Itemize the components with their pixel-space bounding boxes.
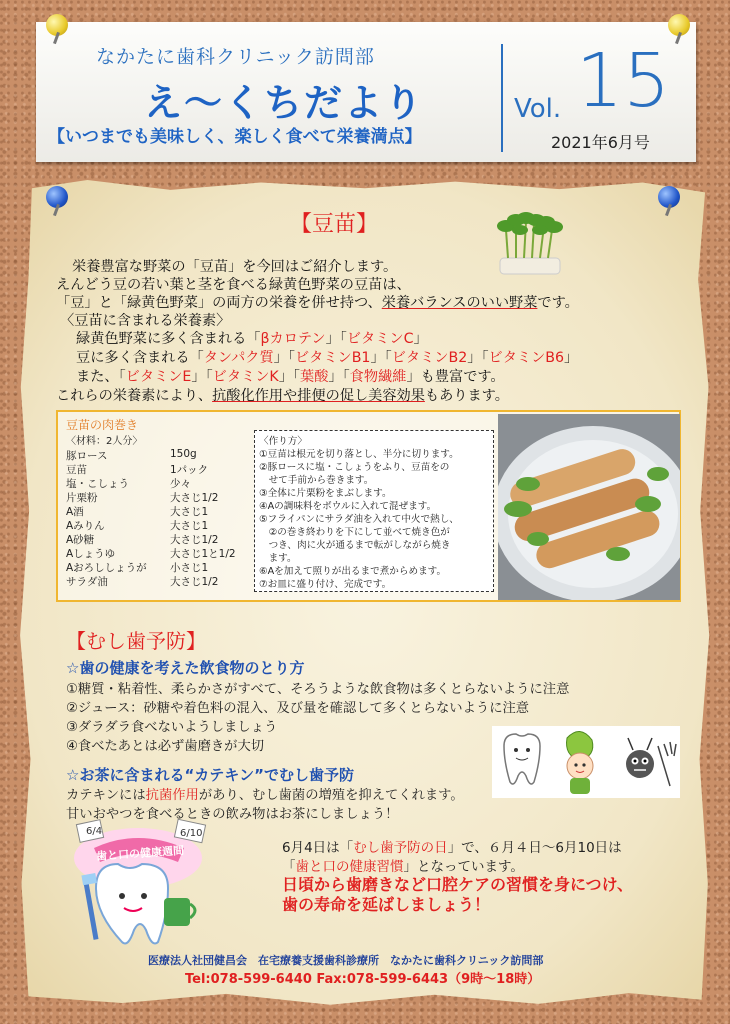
food-tip-item: ④食べたあとは必ず歯磨きが大切 bbox=[66, 739, 265, 754]
ingredient-qty: 大さじ1と1/2 bbox=[170, 548, 236, 560]
ingredient-name: A砂糖 bbox=[66, 534, 95, 546]
health-week-banner: 歯と口の健康週間 bbox=[95, 843, 185, 864]
ingredient-qty: 小さじ1 bbox=[170, 562, 209, 574]
food-tip-item: ②ジュース：砂糖や着色料の混入、及び量を確認して多くとらないように注意 bbox=[66, 701, 530, 716]
footer-organization: 医療法人社団健昌会 在宅療養支援歯科診療所 なかたに歯科クリニック訪問部 bbox=[148, 954, 544, 967]
badge-date-right: 6/10 bbox=[180, 828, 203, 839]
pea-sprout-icon bbox=[490, 208, 570, 276]
event-line-1: 6月4日は「むし歯予防の日」で、６月４日～6月10日は bbox=[282, 840, 622, 856]
recipe-steps-box bbox=[254, 430, 494, 592]
volume-label: Vol. bbox=[514, 94, 562, 124]
recipe-step: ⑦お皿に盛り付け、完成です。 bbox=[259, 579, 392, 590]
ingredient-qty: 大さじ1 bbox=[170, 506, 209, 518]
nutrient-line-3: また、「ビタミンE」「ビタミンK」「葉酸」「食物繊維」も豊富です。 bbox=[76, 369, 505, 385]
food-tip-item: ③ダラダラ食べないようしましょう bbox=[66, 720, 278, 735]
clinic-name: なかたに歯科クリニック訪問部 bbox=[96, 46, 375, 68]
recipe-step: ます。 bbox=[259, 553, 297, 564]
nutrient-heading: 〈豆苗に含まれる栄養素〉 bbox=[60, 313, 231, 329]
recipe-step: ④Aの調味料をボウルに入れて混ぜます。 bbox=[259, 501, 437, 512]
blue-pin-icon bbox=[46, 186, 68, 208]
food-tips-heading: ☆歯の健康を考えた飲食物のとり方 bbox=[66, 659, 305, 677]
ingredient-name: サラダ油 bbox=[66, 576, 108, 588]
yellow-pin-icon bbox=[668, 14, 690, 36]
catechin-line-2: 甘いおやつを食べるときの飲み物はお茶にしましょう！ bbox=[66, 807, 399, 822]
ingredient-name: A酒 bbox=[66, 506, 84, 518]
recipe-step: つき、肉に火が通るまで転がしながら焼き bbox=[259, 540, 451, 551]
header-card bbox=[36, 22, 696, 162]
volume-number: 15 bbox=[576, 38, 671, 124]
ingredient-name: 豚ロース bbox=[66, 450, 108, 462]
ingredient-qty: 大さじ1/2 bbox=[170, 576, 219, 588]
recipe-step: ⑤フライパンにサラダ油を入れて中火で熱し、 bbox=[259, 514, 459, 525]
food-tip-item: ①糖質・粘着性、柔らかさがすべて、そろうような飲食物は多くとらないように注意 bbox=[66, 682, 570, 697]
mame-intro: 栄養豊富な野菜の「豆苗」を今回はご紹介します。 bbox=[72, 259, 398, 275]
ingredient-name: Aしょうゆ bbox=[66, 548, 116, 560]
recipe-box bbox=[56, 410, 681, 602]
catechin-line-1: カテキンには抗菌作用があり、むし歯菌の増殖を抑えてくれます。 bbox=[66, 788, 464, 803]
mushi-section-title: 【むし歯予防】 bbox=[66, 629, 206, 653]
ingredient-name: 豆苗 bbox=[66, 464, 87, 476]
ingredient-qty: 少々 bbox=[170, 478, 191, 490]
recipe-title: 豆苗の肉巻き bbox=[66, 418, 139, 432]
badge-date-left: 6/4 bbox=[86, 826, 103, 837]
recipe-step: ②豚ロースに塩・こしょうをふり、豆苗をの bbox=[259, 462, 450, 473]
recipe-step: ②の巻き終わりを下にして並べて焼き色が bbox=[259, 527, 450, 538]
ingredient-name: Aおろししょうが bbox=[66, 562, 147, 574]
mame-description: えんどう豆の若い葉と茎を食べる緑黄色野菜の豆苗は、 bbox=[56, 277, 411, 293]
yellow-pin-icon bbox=[46, 14, 68, 36]
mame-section-title: 【豆苗】 bbox=[290, 212, 379, 237]
footer-contact: Tel:078-599-6440 Fax:078-599-6443（9時～18時） bbox=[185, 972, 541, 987]
ingredient-name: Aみりん bbox=[66, 520, 105, 532]
header-divider bbox=[501, 44, 503, 152]
newsletter-title: え～くちだより bbox=[144, 81, 425, 125]
nutrient-line-2: 豆に多く含まれる「タンパク質」「ビタミンB1」「ビタミンB2」「ビタミンB6」 bbox=[76, 350, 579, 366]
issue-date: 2021年6月号 bbox=[551, 133, 650, 152]
blue-pin-icon bbox=[658, 186, 680, 208]
catechin-heading: ☆お茶に含まれる“カテキン”でむし歯予防 bbox=[66, 766, 355, 784]
ingredient-qty: 大さじ1/2 bbox=[170, 534, 219, 546]
mame-balance-line: 「豆」と「緑黄色野菜」の両方の栄養を併せ持つ、栄養バランスのいい野菜です。 bbox=[56, 295, 579, 311]
recipe-step: ⑥Aを加えて照りが出るまで煮からめます。 bbox=[259, 566, 447, 577]
ingredient-qty: 大さじ1 bbox=[170, 520, 209, 532]
event-line-2: 「歯と口の健康習慣」となっています。 bbox=[282, 859, 524, 875]
steps-title: 〈作り方〉 bbox=[259, 436, 307, 447]
ingredient-qty: 1パック bbox=[170, 464, 209, 476]
slogan: 【いつまでも美味しく、楽しく食べて栄養満点】 bbox=[48, 127, 422, 147]
ingredient-name: 片栗粉 bbox=[66, 492, 98, 504]
nutrient-effect-line: これらの栄養素により、抗酸化作用や排便の促し美容効果もあります。 bbox=[56, 388, 509, 404]
pork-roll-dish-photo bbox=[498, 414, 680, 600]
oral-care-message-2: 歯の寿命を延ばしましょう！ bbox=[282, 895, 491, 914]
ingredient-qty: 大さじ1/2 bbox=[170, 492, 219, 504]
ingredient-name: 塩・こしょう bbox=[66, 478, 129, 490]
ingredient-qty: 150g bbox=[170, 448, 197, 460]
oral-care-message-1: 日頃から歯磨きなど口腔ケアの習慣を身につけ、 bbox=[282, 875, 634, 894]
nutrient-line-1: 緑黄色野菜に多く含まれる「βカロテン」「ビタミンC」 bbox=[76, 331, 428, 347]
recipe-servings: 〈材料：2人分〉 bbox=[66, 436, 143, 447]
recipe-step: ①豆苗は根元を切り落とし、半分に切ります。 bbox=[259, 449, 459, 460]
recipe-step: せて手前から巻きます。 bbox=[259, 475, 374, 486]
recipe-step: ③全体に片栗粉をまぶします。 bbox=[259, 488, 392, 499]
tooth-tea-germ-illustration bbox=[492, 726, 680, 798]
